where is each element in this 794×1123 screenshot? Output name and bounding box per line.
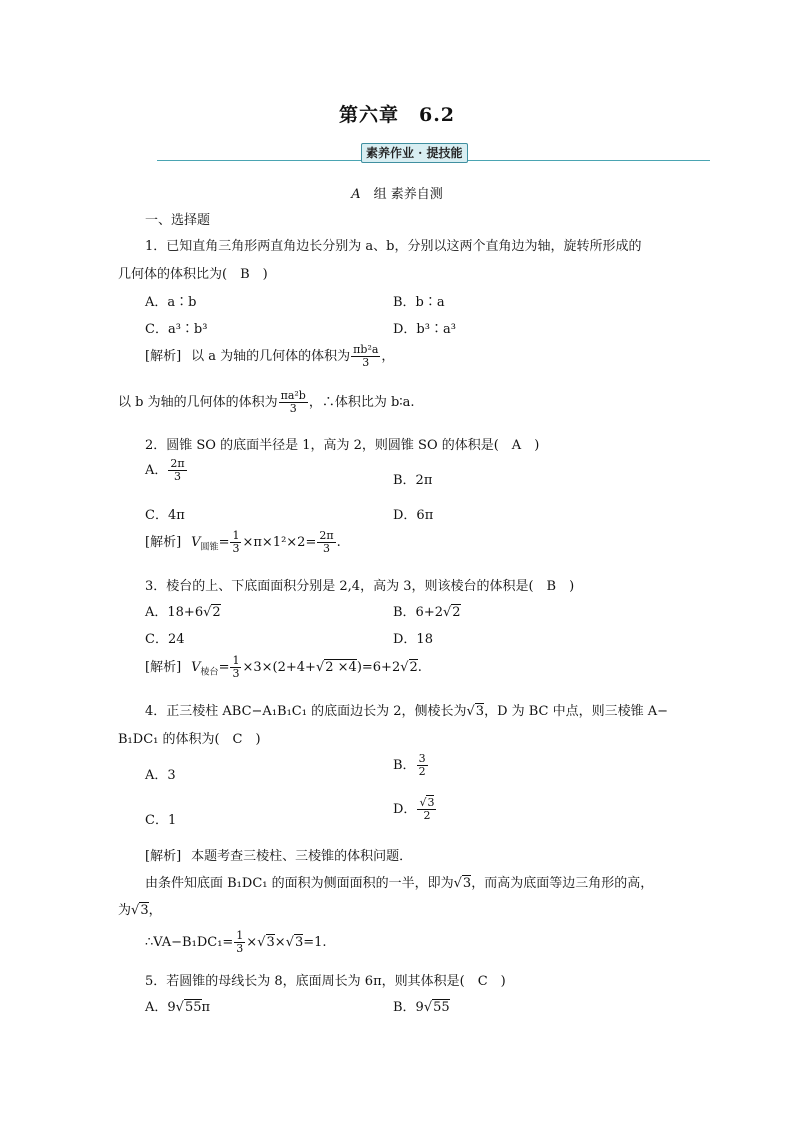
text: ×3×(2+4+ bbox=[242, 660, 316, 675]
fraction bbox=[317, 530, 335, 555]
explanation-tag: [解析] bbox=[145, 349, 182, 364]
q2-option-c: C．4π bbox=[145, 508, 185, 523]
radicand: 2 bbox=[409, 660, 418, 675]
text: V bbox=[191, 660, 201, 675]
text: A．18+6 bbox=[145, 605, 204, 620]
denominator: 2 bbox=[418, 765, 426, 778]
q1-option-a: A．a∶b bbox=[145, 295, 197, 310]
q1-stem-line1: 1．已知直角三角形两直角边长分别为 a、b，分别以这两个直角边为轴，旋转所形成的 bbox=[145, 239, 642, 254]
q4-explanation-line1 bbox=[145, 845, 412, 864]
radicand: 3 bbox=[427, 796, 435, 809]
fraction bbox=[230, 655, 241, 680]
q3-explanation: [解析] $V_{棱台}=$ $\frac{1}{3}$ ×3×(2+4+√2 ×4)=6+2√2. bbox=[145, 654, 422, 680]
denominator: 3 bbox=[236, 942, 244, 955]
q1-explanation-line2 bbox=[118, 390, 415, 415]
radicand: 3 bbox=[462, 876, 472, 891]
radicand: 3 bbox=[140, 903, 149, 918]
q3-option-d: D．18 bbox=[393, 632, 433, 647]
text: ，D 为 BC 中点，则三棱锥 A− bbox=[484, 704, 669, 719]
q2-stem: 2．圆锥 SO 的底面半径是 1，高为 2，则圆锥 SO 的体积是( A ) bbox=[145, 438, 540, 453]
explanation-tag: [解析] bbox=[145, 660, 182, 675]
text: 以 a 为轴的几何体的体积为 bbox=[191, 349, 351, 364]
denominator: 3 bbox=[232, 542, 240, 555]
q4-explanation-line4: ∴VA−B₁DC₁= $\frac{1}{3}$ ×√3×√3=1. bbox=[145, 929, 327, 955]
text: ，而高为底面等边三角形的高， bbox=[471, 876, 654, 891]
q3-option-a: A．18+6√2 bbox=[145, 605, 221, 620]
fraction bbox=[234, 930, 245, 955]
text: ， bbox=[148, 903, 162, 918]
group-letter: A bbox=[351, 187, 361, 202]
explanation-tag: [解析] bbox=[145, 849, 182, 864]
q2-explanation bbox=[145, 530, 341, 555]
text: ×π×1²×2= bbox=[242, 535, 317, 550]
group-label: 组 素养自测 bbox=[373, 187, 443, 202]
numerator: 1 bbox=[232, 529, 240, 542]
group-heading bbox=[0, 183, 794, 202]
text: 为 bbox=[118, 903, 132, 918]
text: )=6+2 bbox=[356, 660, 401, 675]
q5-option-b: B．9√55 bbox=[393, 1000, 450, 1015]
text: = bbox=[218, 535, 230, 550]
fraction bbox=[417, 753, 428, 778]
q3-option-b: B．6+2√2 bbox=[393, 605, 461, 620]
q4-explanation-line2: 由条件知底面 B₁DC₁ 的面积为侧面面积的一半，即为√3，而高为底面等边三角形的高， bbox=[145, 876, 654, 891]
radicand: 3 bbox=[475, 704, 485, 719]
text: = bbox=[218, 660, 230, 675]
text: B．9 bbox=[393, 1000, 424, 1015]
q4-option-c: C．1 bbox=[145, 813, 177, 828]
fraction bbox=[168, 458, 186, 483]
fraction bbox=[417, 797, 436, 822]
q1-option-c: C．a³∶b³ bbox=[145, 322, 208, 337]
text: 棱台 bbox=[200, 667, 219, 678]
text: 以 b 为轴的几何体的体积为 bbox=[118, 395, 278, 410]
radicand: 2 ×4 bbox=[325, 660, 357, 675]
q4-stem-line1: 4．正三棱柱 ABC−A₁B₁C₁ 的底面边长为 2，侧棱长为√3，D 为 BC 中点，则三棱锥 A− bbox=[145, 704, 669, 719]
numerator: 3 bbox=[418, 752, 426, 765]
text: ，∴体积比为 b∶a. bbox=[308, 395, 415, 410]
fraction bbox=[230, 530, 241, 555]
text: 由条件知底面 B₁DC₁ 的面积为侧面面积的一半，即为 bbox=[145, 876, 454, 891]
q4-explanation-line3: 为√3， bbox=[118, 903, 162, 918]
numerator: 1 bbox=[232, 654, 240, 667]
q1-option-d: D．b³∶a³ bbox=[393, 322, 456, 337]
q1-explanation-line1 bbox=[145, 344, 394, 369]
q4-option-a: A．3 bbox=[145, 768, 176, 783]
radicand: 3 bbox=[294, 935, 304, 950]
text: 4．正三棱柱 ABC−A₁B₁C₁ 的底面边长为 2，侧棱长为 bbox=[145, 704, 467, 719]
chapter-title: 第六章 6.2 bbox=[338, 104, 456, 126]
denominator: 3 bbox=[232, 667, 240, 680]
q5-option-a: A．9√55π bbox=[145, 1000, 211, 1015]
text: . bbox=[336, 535, 341, 550]
text: π bbox=[201, 1000, 211, 1015]
q3-option-c: C．24 bbox=[145, 632, 185, 647]
numerator: 1 bbox=[236, 929, 244, 942]
numerator: πb²a bbox=[353, 343, 379, 356]
radicand: 55 bbox=[184, 1000, 202, 1015]
numerator: πa²b bbox=[280, 389, 306, 402]
denominator: 3 bbox=[322, 542, 330, 555]
q3-stem: 3．棱台的上、下底面面积分别是 2,4，高为 3，则该棱台的体积是( B ) bbox=[145, 579, 575, 594]
radicand: 3 bbox=[266, 935, 275, 950]
numerator: 2π bbox=[319, 529, 334, 542]
text: ， bbox=[381, 349, 395, 364]
denominator: 3 bbox=[362, 356, 370, 369]
text: × bbox=[246, 935, 258, 950]
text: V bbox=[191, 535, 201, 550]
radicand: 2 bbox=[452, 605, 461, 620]
fraction bbox=[279, 390, 308, 415]
radicand: 2 bbox=[212, 605, 221, 620]
q2-option-b: B．2π bbox=[393, 473, 433, 488]
q1-stem-line2: 几何体的体积比为( B ) bbox=[118, 267, 268, 282]
part-heading: 一、选择题 bbox=[145, 213, 211, 228]
text: =1. bbox=[303, 935, 327, 950]
option-letter: A． bbox=[145, 463, 168, 478]
text: ∴VA−B₁DC₁= bbox=[145, 935, 234, 950]
text: 圆锥 bbox=[200, 542, 219, 553]
q1-option-b: B．b∶a bbox=[393, 295, 445, 310]
text: A．9 bbox=[145, 1000, 176, 1015]
numerator: 2π bbox=[170, 457, 185, 470]
denominator: 2 bbox=[423, 809, 431, 822]
option-letter: D． bbox=[393, 802, 417, 817]
text: . bbox=[417, 660, 422, 675]
numerator: √3 bbox=[419, 796, 435, 809]
q5-stem: 5．若圆锥的母线长为 8，底面周长为 6π，则其体积是( C ) bbox=[145, 974, 506, 989]
q4-option-d bbox=[393, 797, 437, 822]
explanation-tag: [解析] bbox=[145, 535, 182, 550]
section-banner: 素养作业 · 提技能 bbox=[361, 143, 468, 163]
denominator: 3 bbox=[174, 470, 181, 483]
q4-stem-line2: B₁DC₁ 的体积为( C ) bbox=[118, 732, 261, 747]
fraction bbox=[351, 344, 380, 369]
radicand: 55 bbox=[433, 1000, 450, 1015]
text: 本题考查三棱柱、三棱锥的体积问题． bbox=[191, 849, 413, 864]
q2-option-a bbox=[145, 458, 188, 483]
denominator: 3 bbox=[289, 402, 297, 415]
q4-option-b bbox=[393, 753, 429, 778]
text: × bbox=[274, 935, 286, 950]
option-letter: B． bbox=[393, 758, 416, 773]
q2-option-d: D．6π bbox=[393, 508, 434, 523]
text: B．6+2 bbox=[393, 605, 443, 620]
